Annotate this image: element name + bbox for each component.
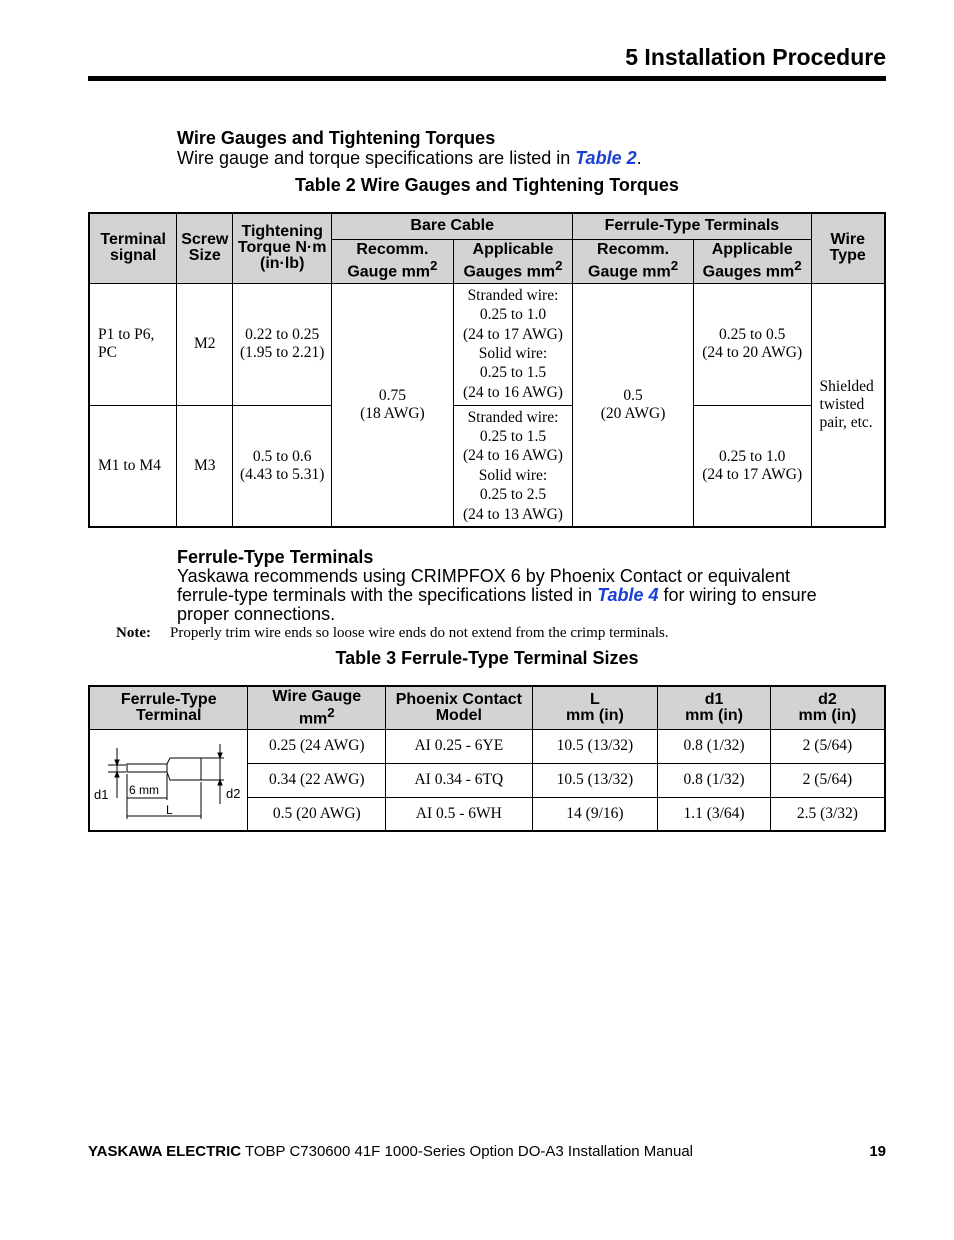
bare-applicable-label: Applicable Gauges mm	[463, 240, 556, 281]
header-bare-cable: Bare Cable	[332, 213, 573, 239]
note	[116, 625, 669, 642]
header-d1	[658, 686, 771, 729]
note-text: Properly trim wire ends so loose wire ends do not extend from the crimp terminals.	[170, 625, 669, 641]
table4-link[interactable]: Table 4	[597, 585, 659, 605]
diagram-d2-label: d2	[226, 785, 241, 801]
wire-type-line: twisted	[819, 395, 865, 413]
table-row	[89, 405, 885, 527]
cell-wire-gauge: 0.34 (22 AWG)	[248, 763, 386, 797]
bare-app-line: Stranded wire:	[467, 408, 559, 426]
bare-app-line: (24 to 16 AWG)	[463, 383, 563, 401]
bare-recomm-value: 0.75	[378, 386, 406, 404]
header-line: d2	[818, 690, 837, 708]
cell-d2: 2 (5/64)	[770, 763, 885, 797]
header-rule	[88, 76, 886, 81]
bare-app-line: (24 to 13 AWG)	[463, 505, 563, 523]
ferrule-text-line3: proper connections.	[177, 604, 336, 624]
bare-app-line: Solid wire:	[478, 345, 548, 362]
ferrule-recomm-awg: (20 AWG)	[600, 404, 666, 422]
cell-d2: 2 (5/64)	[770, 729, 885, 763]
cell-ferrule-applicable	[693, 405, 811, 527]
cell-terminal: M1 to M4	[89, 405, 177, 527]
diagram-length-label: 6 mm	[129, 782, 159, 797]
header-ferrule-terminals: Ferrule-Type Terminals	[573, 213, 811, 239]
cell-wire-gauge: 0.5 (20 AWG)	[248, 797, 386, 831]
table2-caption: Table 2 Wire Gauges and Tightening Torques	[295, 175, 679, 195]
cell-d1: 0.8 (1/32)	[658, 763, 771, 797]
header-wire-gauge	[248, 686, 386, 729]
header-length	[532, 686, 658, 729]
cell-bare-recomm	[332, 283, 454, 527]
bare-recomm-sup: 2	[430, 257, 438, 273]
bare-recomm-awg: (18 AWG)	[360, 404, 425, 422]
cell-length: 10.5 (13/32)	[532, 763, 658, 797]
bare-app-line: 0.25 to 1.5	[479, 427, 547, 445]
header-unit: mm	[298, 709, 328, 727]
header-line: Model	[435, 706, 482, 724]
header-bare-applicable-gauges	[453, 239, 573, 283]
header-ferrule-recomm-gauge	[573, 239, 694, 283]
bare-recomm-label: Recomm. Gauge mm	[347, 240, 431, 281]
ferrule-app-line: 0.25 to 1.0	[719, 447, 786, 465]
header-ferrule-type-terminal	[89, 686, 248, 729]
ferrule-recomm-value: 0.5	[623, 386, 643, 404]
note-label: Note:	[116, 625, 151, 641]
ferrule-text-after: for wiring to ensure	[658, 585, 817, 605]
header-line: mm (in)	[685, 706, 743, 724]
header-sup: 2	[327, 704, 335, 720]
ferrule-app-line: (24 to 20 AWG)	[702, 344, 803, 361]
bare-app-line: Solid wire:	[478, 466, 548, 484]
table2-link[interactable]: Table 2	[575, 148, 637, 168]
page-number: 19	[869, 1143, 886, 1160]
header-line: mm (in)	[566, 706, 624, 724]
header-phoenix-model	[386, 686, 533, 729]
ferrule-app-line: 0.25 to 0.5	[719, 326, 786, 343]
wire-type-line: pair, etc.	[819, 413, 873, 431]
bare-app-line: (24 to 17 AWG)	[463, 325, 563, 343]
bare-app-line: 0.25 to 1.0	[479, 306, 547, 324]
header-line: Ferrule-Type	[120, 690, 217, 708]
header-line: Terminal	[135, 706, 202, 724]
ferrule-text-before: ferrule-type terminals with the specifications listed in	[177, 585, 598, 605]
header-screw-size: Screw Size	[177, 213, 233, 283]
bare-app-line: Stranded wire:	[467, 286, 559, 304]
cell-wire-type	[811, 283, 885, 527]
section-intro-text	[177, 149, 642, 168]
header-line: L	[590, 690, 600, 708]
bare-app-line: (24 to 16 AWG)	[463, 447, 563, 465]
header-ferrule-applicable-gauges	[693, 239, 811, 283]
cell-torque: 0.22 to 0.25 (1.95 to 2.21)	[233, 283, 332, 405]
intro-text-before: Wire gauge and torque specifications are listed in	[177, 148, 576, 168]
cell-ferrule-recomm	[573, 283, 694, 527]
cell-model: AI 0.34 - 6TQ	[386, 763, 533, 797]
header-line: Wire Gauge	[272, 687, 362, 705]
header-line: Phoenix Contact	[395, 690, 522, 708]
ferrule-diagram	[90, 730, 245, 830]
intro-text-after: .	[636, 148, 642, 168]
header-wire-type: Wire Type	[811, 213, 885, 283]
header-line	[250, 705, 383, 727]
page-header-title: 5 Installation Procedure	[625, 44, 886, 70]
ferrule-recomm-label: Recomm. Gauge mm	[588, 240, 671, 281]
ferrule-text-line2	[177, 586, 817, 605]
ferrule-recomm-sup: 2	[670, 257, 679, 273]
cell-terminal: P1 to P6, PC	[89, 283, 177, 405]
cell-bare-applicable	[453, 283, 573, 405]
ferrule-app-line: (24 to 17 AWG)	[702, 465, 803, 483]
cell-screw: M2	[177, 283, 233, 405]
ferrule-diagram-cell	[89, 729, 248, 831]
wire-type-line: Shielded	[819, 377, 874, 395]
bare-applicable-sup: 2	[555, 257, 563, 273]
cell-model: AI 0.5 - 6WH	[386, 797, 533, 831]
table3-caption: Table 3 Ferrule-Type Terminal Sizes	[335, 648, 639, 668]
diagram-d1-label: d1	[94, 786, 109, 802]
footer-brand: YASKAWA ELECTRIC	[88, 1143, 242, 1160]
header-tightening-torque: Tightening Torque N·m (in·lb)	[233, 213, 332, 283]
header-line: d1	[704, 690, 724, 708]
cell-length: 14 (9/16)	[532, 797, 658, 831]
wire-gauge-table	[88, 212, 886, 528]
header-terminal-signal: Terminal signal	[89, 213, 177, 283]
section-title-ferrule: Ferrule-Type Terminals	[177, 547, 374, 567]
cell-screw: M3	[177, 405, 233, 527]
cell-d2: 2.5 (3/32)	[770, 797, 885, 831]
section-title-wire-gauges: Wire Gauges and Tightening Torques	[177, 128, 496, 148]
bare-app-line: 0.25 to 2.5	[479, 486, 547, 504]
cell-bare-applicable	[453, 405, 573, 527]
ferrule-applicable-sup: 2	[794, 257, 802, 273]
page-footer	[88, 1143, 886, 1160]
cell-ferrule-applicable	[693, 283, 811, 405]
cell-length: 10.5 (13/32)	[532, 729, 658, 763]
table-row	[89, 729, 885, 763]
cell-torque: 0.5 to 0.6 (4.43 to 5.31)	[233, 405, 332, 527]
ferrule-size-table	[88, 685, 886, 832]
cell-wire-gauge: 0.25 (24 AWG)	[248, 729, 386, 763]
cell-model: AI 0.25 - 6YE	[386, 729, 533, 763]
cell-d1: 0.8 (1/32)	[658, 729, 771, 763]
ferrule-text-line1: Yaskawa recommends using CRIMPFOX 6 by Phoenix Contact or equivalent	[177, 566, 790, 586]
table-row	[89, 283, 885, 405]
header-d2	[770, 686, 885, 729]
diagram-l-label: L	[166, 802, 173, 817]
header-line: mm (in)	[798, 706, 857, 724]
cell-d1: 1.1 (3/64)	[658, 797, 771, 831]
bare-app-line: 0.25 to 1.5	[479, 364, 547, 382]
ferrule-applicable-label: Applicable Gauges mm	[702, 240, 795, 281]
header-bare-recomm-gauge	[332, 239, 454, 283]
footer-text: TOBP C730600 41F 1000-Series Option DO-A3 Installation Manual	[241, 1143, 694, 1160]
